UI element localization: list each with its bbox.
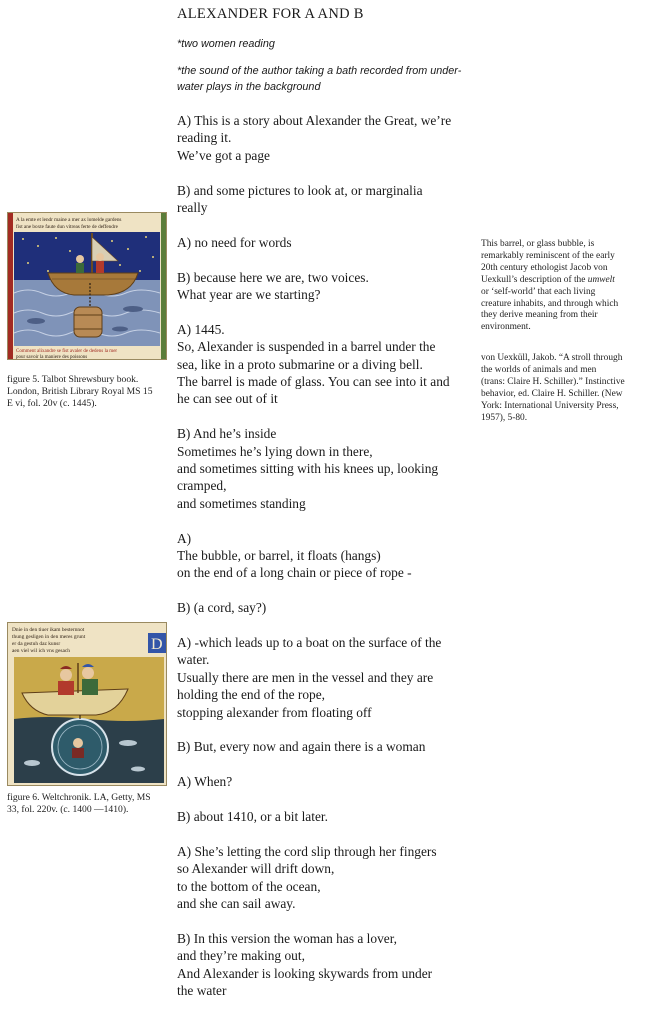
dialogue-paragraph xyxy=(177,182,477,217)
dialogue-line: B) But, every now and again there is a woman xyxy=(177,739,426,755)
left-border-ornament xyxy=(8,213,13,359)
manuscript-text-top: Dnie in den tiuer ikam besternnot xyxy=(12,627,85,633)
stage-note-bath-sound xyxy=(177,64,477,95)
dialogue-line: really xyxy=(177,200,208,216)
dialogue-line: And Alexander is looking skywards from under xyxy=(177,965,433,981)
side-note-text: Uexkull’s description of the xyxy=(481,274,588,285)
dialogue-paragraph xyxy=(177,321,477,408)
dialogue-line: What year are we starting? xyxy=(177,287,321,303)
dialogue-line: on the end of a long chain or piece of rope - xyxy=(177,565,412,581)
dialogue-line: B) (a cord, say?) xyxy=(177,600,267,616)
dialogue-line: A) She’s letting the cord slip through her fingers xyxy=(177,843,437,859)
dialogue-paragraph xyxy=(177,634,477,721)
dialogue-line: and they’re making out, xyxy=(177,948,305,964)
dialogue-line: sea, like in a proto submarine or a diving bell. xyxy=(177,356,423,372)
manuscript-text-top: er da gestuh daz kunsr xyxy=(12,641,61,647)
manuscript-text-top: aen viel wil ich vns gesach xyxy=(12,648,70,654)
caption-line: figure 5. Talbot Shrewsbury book. xyxy=(7,374,139,385)
figure-5-caption xyxy=(7,374,167,411)
manuscript-text-top: fist ane boxte faute dun vitreas ferte de deffendre xyxy=(16,224,118,230)
dialogue-column xyxy=(177,112,477,1017)
dialogue-paragraph xyxy=(177,269,477,304)
initial-letter: D xyxy=(151,636,163,653)
dialogue-line: and sometimes standing xyxy=(177,495,306,511)
dialogue-line: A) -which leads up to a boat on the surface of the xyxy=(177,635,442,651)
dialogue-paragraph xyxy=(177,234,477,251)
dialogue-line: and sometimes sitting with his knees up, looking xyxy=(177,461,439,477)
dialogue-line: Usually there are men in the vessel and they are xyxy=(177,669,434,685)
dialogue-paragraph xyxy=(177,773,477,790)
dialogue-line: We’ve got a page xyxy=(177,147,270,163)
dialogue-paragraph xyxy=(177,599,477,616)
dialogue-line: A) This is a story about Alexander the Great, we’re xyxy=(177,113,452,128)
dialogue-line: The bubble, or barrel, it floats (hangs) xyxy=(177,548,381,564)
side-note-line: creature inhabits, and through which xyxy=(481,298,619,309)
side-note-umwelt xyxy=(481,239,651,334)
side-note-line: remarkably reminiscent of the early xyxy=(481,250,615,261)
dialogue-line: The barrel is made of glass. You can see into it and xyxy=(177,374,450,390)
dialogue-line: B) about 1410, or a bit later. xyxy=(177,809,328,825)
figure-5-illustration xyxy=(8,213,166,359)
dialogue-paragraph xyxy=(177,530,477,582)
dialogue-line: A) When? xyxy=(177,774,233,790)
dialogue-paragraph xyxy=(177,738,477,755)
dialogue-line: B) And he’s inside xyxy=(177,426,277,442)
dialogue-line: so Alexander will drift down, xyxy=(177,861,335,877)
side-note-line: environment. xyxy=(481,322,531,333)
dialogue-line: A) 1445. xyxy=(177,321,225,337)
reference-line: York: International University Press, xyxy=(481,400,619,411)
dialogue-paragraph xyxy=(177,425,477,512)
dialogue-line: and she can sail away. xyxy=(177,896,296,912)
dialogue-paragraph xyxy=(177,808,477,825)
manuscript-text-top: A la emte et lendr maine a mer ax lomelde gardens xyxy=(16,217,122,223)
dialogue-line: water. xyxy=(177,652,210,668)
caption-line: London, British Library Royal MS 15 xyxy=(7,386,153,398)
dialogue-line: cramped, xyxy=(177,478,227,494)
dialogue-line: stopping alexander from floating off xyxy=(177,704,372,720)
manuscript-text-bottom: pour savoir la maniere des poissons xyxy=(16,355,88,359)
dialogue-line: to the bottom of the ocean, xyxy=(177,878,321,894)
dialogue-paragraph xyxy=(177,843,477,913)
dialogue-paragraph xyxy=(177,112,477,164)
figure-6-caption xyxy=(7,792,167,816)
figure-5-manuscript-image xyxy=(7,212,167,360)
caption-line: 33, fol. 220v. (c. 1400 —1410). xyxy=(7,804,129,816)
reference-line: the worlds of animals and men xyxy=(481,364,597,375)
dialogue-line: reading it. xyxy=(177,130,232,146)
manuscript-text-bottom: Comment alixandre se fist avaler de dedens la mer xyxy=(16,349,118,354)
reference-line: behavior, ed. Claire H. Schiller. (New xyxy=(481,388,623,399)
dialogue-line: B) because here we are, two voices. xyxy=(177,269,369,285)
side-note-line: This barrel, or glass bubble, is xyxy=(481,239,595,249)
reference-uexkull xyxy=(481,353,651,424)
side-note-line: 20th century ethologist Jacob von xyxy=(481,262,608,273)
dialogue-line: A) xyxy=(177,530,192,546)
manuscript-text-top: thung gesligen in den meres grunt xyxy=(12,634,86,640)
dialogue-line: B) and some pictures to look at, or marginalia xyxy=(177,182,423,198)
side-note-line: or ‘self-world’ that each living xyxy=(481,286,596,297)
dialogue-line: the water xyxy=(177,983,227,999)
figure-6-illustration xyxy=(8,623,166,785)
figure-6-manuscript-image xyxy=(7,622,167,786)
caption-line: figure 6. Weltchronik. LA, Getty, MS xyxy=(7,792,151,803)
reference-line: 1957), 5-80. xyxy=(481,412,528,423)
dialogue-line: holding the end of the rope, xyxy=(177,687,326,703)
glass-barrel xyxy=(74,307,102,337)
dialogue-line: A) no need for words xyxy=(177,234,292,250)
page-title: ALEXANDER FOR A AND B xyxy=(177,6,364,22)
reference-line: (trans: Claire H. Schiller).” Instinctive xyxy=(481,376,625,387)
side-note-line: they derive meaning from their xyxy=(481,310,598,321)
dialogue-line: So, Alexander is suspended in a barrel under the xyxy=(177,339,436,355)
stage-note-line: *two women reading xyxy=(177,38,275,50)
dialogue-paragraph xyxy=(177,930,477,1000)
side-note-line xyxy=(481,275,651,287)
reference-line: von Uexküll, Jakob. “A stroll through xyxy=(481,353,623,363)
dialogue-line: he can see out of it xyxy=(177,391,278,407)
caption-line: E vi, fol. 20v (c. 1445). xyxy=(7,398,97,410)
stage-note-women-reading xyxy=(177,37,477,53)
dialogue-line: Sometimes he’s lying down in there, xyxy=(177,443,373,459)
right-border-ornament xyxy=(161,213,166,359)
dialogue-line: B) In this version the woman has a lover, xyxy=(177,930,397,946)
stage-note-line: water plays in the background xyxy=(177,80,321,93)
umwelt-term: umwelt xyxy=(587,274,615,285)
stage-note-line: *the sound of the author taking a bath recorded from under- xyxy=(177,65,462,77)
